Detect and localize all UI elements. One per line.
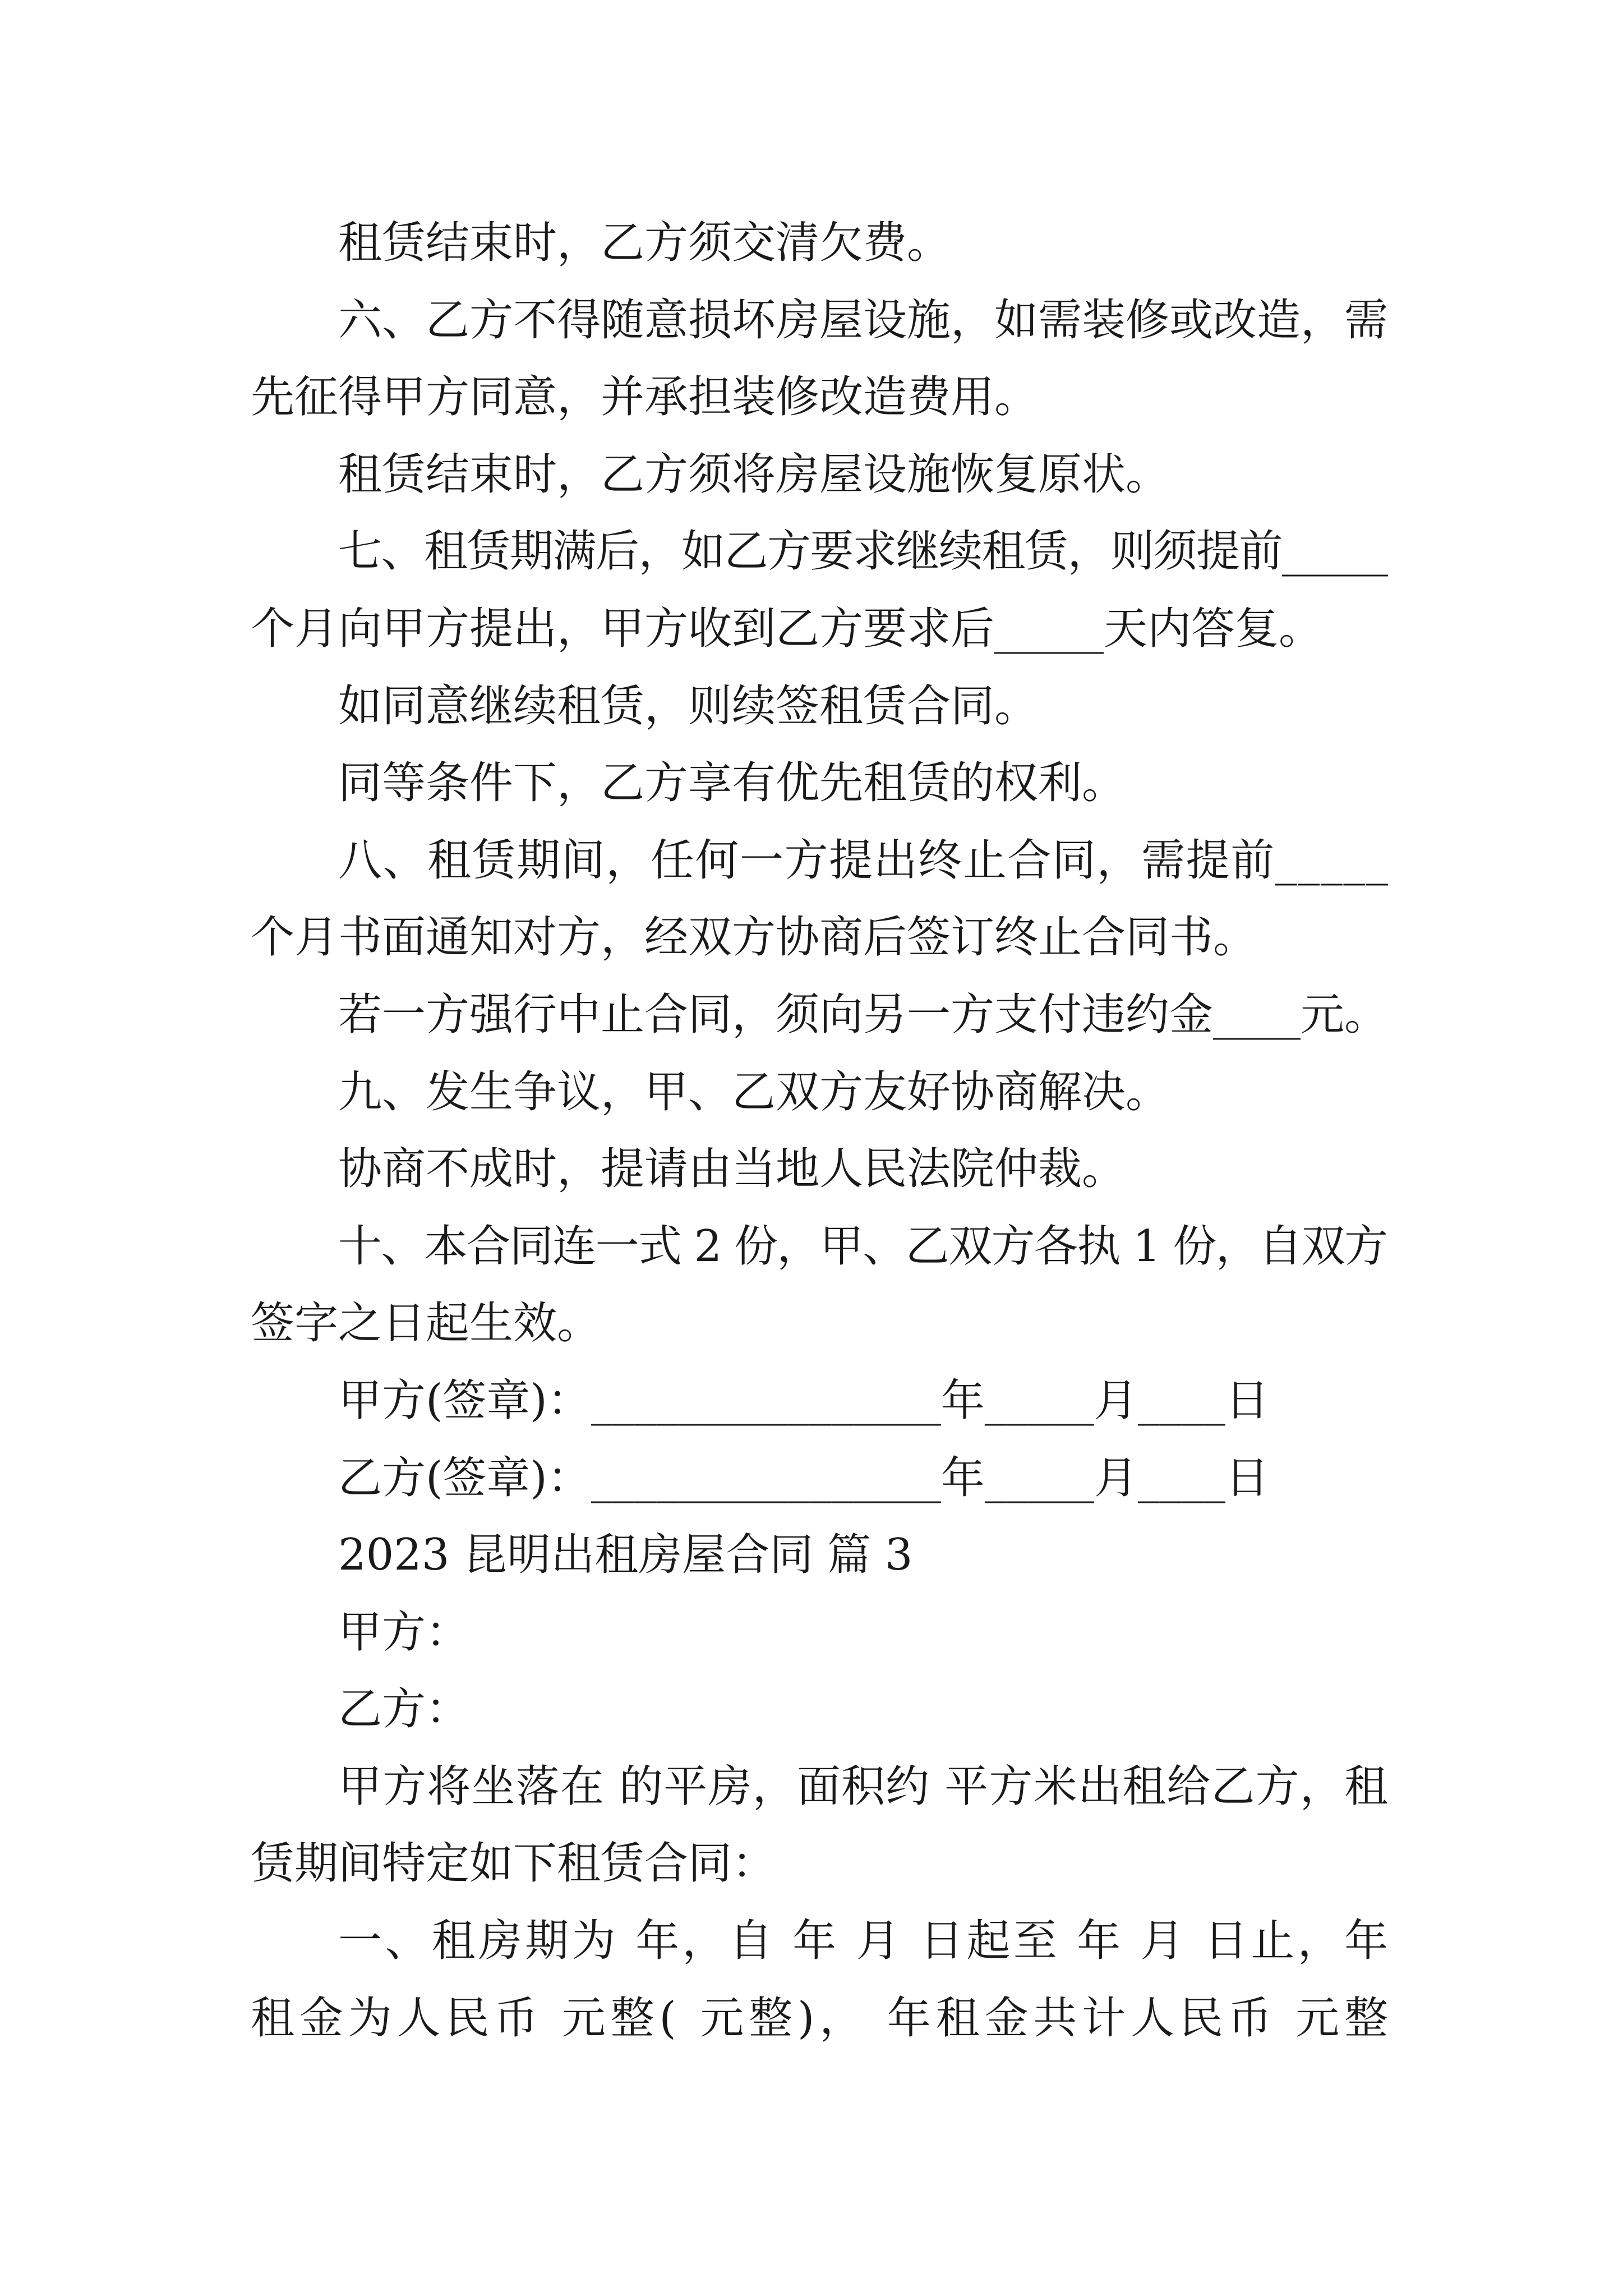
party-a-label: 甲方： (338, 1607, 470, 1658)
paragraph-line: 同等条件下，乙方享有优先租赁的权利。 (338, 758, 1126, 809)
clause-9-line: 九、发生争议，甲、乙双方友好协商解决。 (338, 1066, 1170, 1117)
clause-10-line: 签字之日起生效。 (251, 1298, 601, 1349)
clause-7-line: 个月向甲方提出，甲方收到乙方要求后_____天内答复。 (251, 603, 1323, 654)
paragraph-line: 若一方强行中止合同，须向另一方支付违约金____元。 (338, 989, 1389, 1040)
clause-10-line: 十、本合同连一式 2 份，甲、乙双方各执 1 份，自双方 (338, 1221, 1387, 1272)
clause-8-line: 个月书面通知对方，经双方协商后签订终止合同书。 (251, 912, 1257, 963)
clause-6-line: 六、乙方不得随意损坏房屋设施，如需装修或改造，需 (338, 295, 1388, 346)
clause-1-line: 一、租房期为 年，自 年 月 日起至 年 月 日止，年 (338, 1916, 1391, 1967)
party-b-label: 乙方： (338, 1684, 470, 1735)
clause-1-line: 租金为人民币 元整( 元整)， 年租金共计人民币 元整 (251, 1993, 1393, 2044)
intro-line: 赁期间特定如下租赁合同： (251, 1838, 776, 1889)
clause-8-line: 八、租赁期间，任何一方提出终止合同，需提前_____ (338, 835, 1389, 886)
signature-line-party-a: 甲方(签章)：________________年_____月____日 (338, 1375, 1269, 1426)
paragraph-line: 租赁结束时，乙方须交清欠费。 (338, 218, 951, 268)
section-heading: 2023 昆明出租房屋合同 篇 3 (338, 1530, 913, 1581)
paragraph-line: 租赁结束时，乙方须将房屋设施恢复原状。 (338, 449, 1170, 500)
paragraph-line: 如同意继续租赁，则续签租赁合同。 (338, 680, 1039, 731)
document-body (251, 205, 1393, 2057)
intro-line: 甲方将坐落在 的平房，面积约 平方米出租给乙方，租 (338, 1761, 1389, 1812)
clause-7-line: 七、租赁期满后，如乙方要求继续租赁，则须提前_____ (338, 526, 1387, 577)
clause-6-line: 先征得甲方同意，并承担装修改造费用。 (251, 372, 1039, 423)
paragraph-line: 协商不成时，提请由当地人民法院仲裁。 (338, 1144, 1126, 1195)
signature-line-party-b: 乙方(签章)：________________年_____月____日 (338, 1452, 1269, 1503)
